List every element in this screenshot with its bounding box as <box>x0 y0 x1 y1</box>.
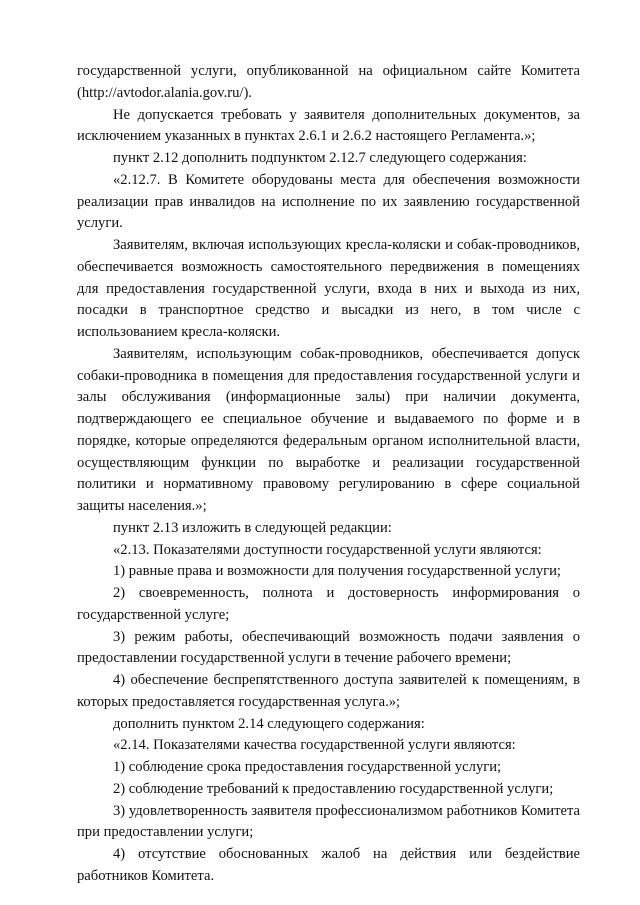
paragraph-amend-2-12: пункт 2.12 дополнить подпунктом 2.12.7 следующего содержания: <box>113 150 527 166</box>
list-item-accessibility-1: 1) равные права и возможности для получения государственной услуги; <box>113 563 561 580</box>
list-item-quality-3: 3) удовлетворенность заявителя профессионализмом работников Комитета при предоставлении услуги; <box>77 802 580 841</box>
list-item-accessibility-3: 3) режим работы, обеспечивающий возможность подачи заявления о предоставлении государственной услуги в течение рабочего времени; <box>77 628 580 667</box>
paragraph-2-12-7: «2.12.7. В Комитете оборудованы места для обеспечения возможности реализации прав инвалидов на исполнение по их заявлению государственной услуги. <box>77 171 580 232</box>
list-item-accessibility-2: 2) своевременность, полнота и достоверность информирования о государственной услуге; <box>77 585 580 623</box>
paragraph-add-2-14: дополнить пунктом 2.14 следующего содержания: <box>113 715 425 732</box>
list-item-quality-4: 4) отсутствие обоснованных жалоб на действия или бездействие работников Комитета. <box>77 846 580 884</box>
list-item-accessibility-4: 4) обеспечение беспрепятственного доступа заявителей к помещениям, в которых предоставляется государственная услуга.»; <box>77 672 580 710</box>
paragraph-guide-dogs: Заявителям, использующим собак-проводников, обеспечивается допуск собаки-проводника в помещения для предоставления государственной услуги и залы обслуживания (информационные залы) при наличии документа, подтверждающего ее специальное обучение и выдаваемого по форме и в порядке, которые определяются федеральным органом исполнительной власти, осуществляющим функции по выработке и реализации государственной политики и нормативному правовому регулированию в сфере социальной защиты населения.»; <box>77 345 580 514</box>
list-item-quality-2: 2) соблюдение требований к предоставлению государственной услуги; <box>113 780 554 797</box>
document-page <box>77 61 580 888</box>
paragraph-website-reference: государственной услуги, опубликованной на официальном сайте Комитета (http://avtodor.alania.gov.ru/). <box>77 63 580 101</box>
paragraph-no-extra-documents: Не допускается требовать у заявителя дополнительных документов, за исключением указанных в пунктах 2.6.1 и 2.6.2 настоящего Регламента.»; <box>77 106 580 145</box>
list-item-quality-1: 1) соблюдение срока предоставления государственной услуги; <box>113 759 502 775</box>
paragraph-amend-2-13: пункт 2.13 изложить в следующей редакции: <box>113 519 392 536</box>
paragraph-2-13-heading: «2.13. Показателями доступности государственной услуги являются: <box>113 541 542 558</box>
paragraph-wheelchair-access: Заявителям, включая использующих кресла-коляски и собак-проводников, обеспечивается возможность самостоятельного передвижения в помещениях для предоставления государственной услуги, входа в них и выхода из них, посадки в транспортное средство и высадки из него, в том числе с использованием кресла-коляски. <box>77 237 580 340</box>
paragraph-2-14-heading: «2.14. Показателями качества государственной услуги являются: <box>113 737 516 754</box>
